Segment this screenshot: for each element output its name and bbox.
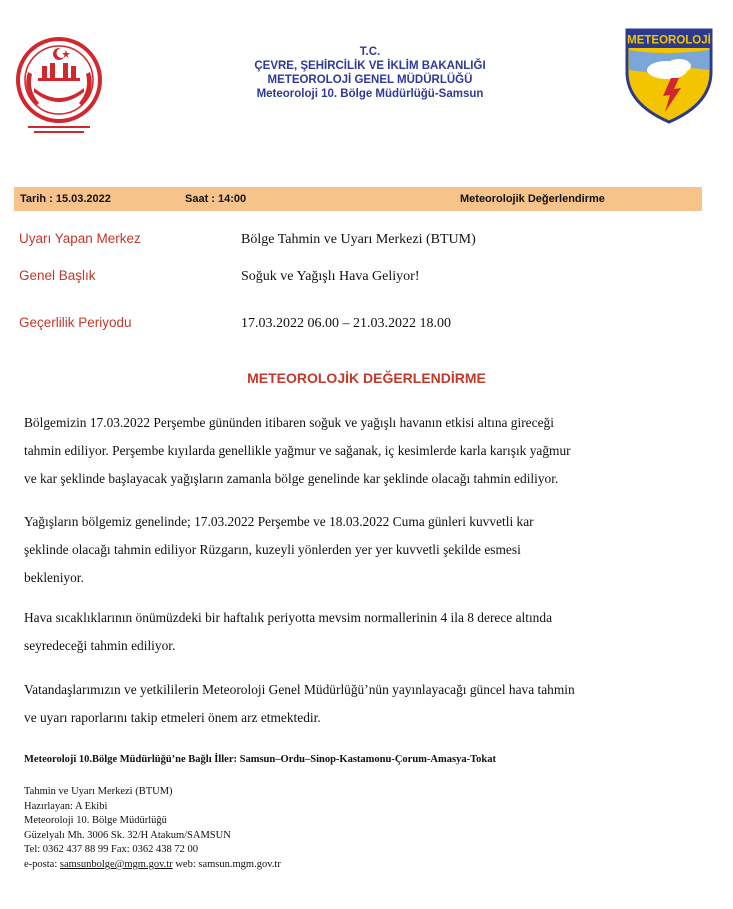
paragraph-1-line-2: tahmin ediliyor. Perşembe kıyılarda genellikle yağmur ve sağanak, iç kesimlerde karla karışık yağmur [24,443,571,458]
section-title: METEOROLOJİK DEĞERLENDİRME [247,370,486,386]
meteorology-shield-icon [623,26,715,124]
report-type: Meteorolojik Değerlendirme [460,193,605,205]
field-value-validity-period: 17.03.2022 06.00 – 21.03.2022 18.00 [241,316,451,331]
footer-address: Güzelyalı Mh. 3006 Sk. 32/H Atakum/SAMSUN [24,829,231,841]
paragraph-2-line-1: Yağışların bölgemiz genelinde; 17.03.2022 Perşembe ve 18.03.2022 Cuma günleri kuvvetli kar [24,514,534,529]
header-ministry: ÇEVRE, ŞEHİRCİLİK VE İKLİM BAKANLIĞI [254,60,486,72]
field-value-general-title: Soğuk ve Yağışlı Hava Geliyor! [241,269,420,284]
paragraph-4-line-1: Vatandaşlarımızın ve yetkililerin Meteoroloji Genel Müdürlüğü’nün yayınlayacağı güncel hava tahmin [24,682,575,697]
paragraph-1 [24,409,656,493]
paragraph-2-line-2: şeklinde olacağı tahmin ediliyor Rüzgarın, kuzeyli yönlerden yer yer kuvvetli şekilde esmesi [24,542,521,557]
paragraph-1-line-1: Bölgemizin 17.03.2022 Perşembe gününden itibaren soğuk ve yağışlı havanın etkisi altına gireceği [24,415,554,430]
report-date: Tarih : 15.03.2022 [20,193,111,205]
footer-contact [24,785,281,873]
field-label-issuing-center: Uyarı Yapan Merkez [19,231,141,246]
meteorology-logo-text: METEOROLOJİ [627,34,711,47]
web-link[interactable]: samsun.mgm.gov.tr [198,858,281,870]
paragraph-1-line-3: ve kar şeklinde başlayacak yağışların zamanla bölge genelinde kar şeklinde olacağı tahmin ediliyor. [24,471,559,486]
field-label-validity-period: Geçerlilik Periyodu [19,315,132,330]
paragraph-2-line-3: bekleniyor. [24,570,84,585]
header-regional-office: Meteoroloji 10. Bölge Müdürlüğü-Samsun [256,88,484,100]
field-label-general-title: Genel Başlık [19,268,96,283]
footer-prepared-by: Hazırlayan: A Ekibi [24,800,108,812]
paragraph-3-line-1: Hava sıcaklıklarının önümüzdeki bir haftalık periyotta mevsim normallerinin 4 ila 8 derece altında [24,610,553,625]
footer-email-web [24,858,281,873]
footer-center: Tahmin ve Uyarı Merkezi (BTUM) [24,786,173,797]
header-directorate: METEOROLOJİ GENEL MÜDÜRLÜĞÜ [267,74,473,86]
ministry-emblem-icon [16,30,102,140]
email-label: e-posta: [24,858,58,870]
footer-phone-fax: Tel: 0362 437 88 99 Fax: 0362 438 72 00 [24,844,198,856]
info-bar [14,187,702,211]
email-link[interactable]: samsunbolge@mgm.gov.tr [59,858,173,870]
paragraph-2 [24,508,656,592]
paragraph-3-line-2: seyredeceği tahmin ediliyor. [24,638,176,653]
footer-office: Meteoroloji 10. Bölge Müdürlüğü [24,815,167,827]
paragraph-3 [24,604,656,660]
header-tc: T.C. [359,46,381,58]
field-value-issuing-center: Bölge Tahmin ve Uyarı Merkezi (BTUM) [241,232,476,247]
paragraph-4-line-2: ve uyarı raporlarını takip etmeleri önem arz etmektedir. [24,710,321,725]
affiliated-provinces: Meteoroloji 10.Bölge Müdürlüğü’ne Bağlı İller: Samsun–Ordu–Sinop-Kastamonu-Çorum-Amasya-Tokat [24,754,496,765]
paragraph-4 [24,676,656,732]
report-time: Saat : 14:00 [185,193,247,205]
web-label: web: [175,858,196,870]
